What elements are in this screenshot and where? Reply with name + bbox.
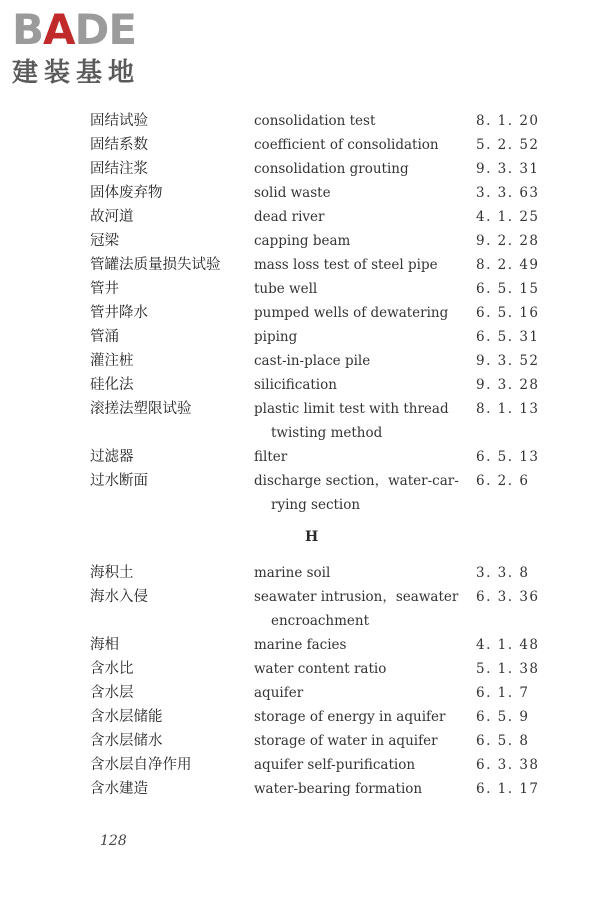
entry-chinese-term: 含水建造 xyxy=(90,781,148,797)
english-term-line: consolidation test xyxy=(254,113,376,129)
english-term-line: storage of energy in aquifer xyxy=(254,709,446,725)
entry-chinese-term: 海水入侵 xyxy=(90,589,148,605)
entry-clause-number: 9. 3. 28 xyxy=(476,377,540,393)
entry-english-term xyxy=(254,349,464,373)
entry-chinese-term: 滚搓法塑限试验 xyxy=(90,401,192,417)
entry-chinese-term: 管井降水 xyxy=(90,305,148,321)
entry-english-term xyxy=(254,681,464,705)
entry-clause-number: 4. 1. 48 xyxy=(476,637,540,653)
entry-chinese-term: 过水断面 xyxy=(90,473,148,489)
entry-chinese-term: 故河道 xyxy=(90,209,134,225)
english-term-line: cast-in-place pile xyxy=(254,353,371,369)
entry-english-term xyxy=(254,705,464,729)
entry-english-term xyxy=(254,445,464,469)
english-term-line: pumped wells of dewatering xyxy=(254,305,449,321)
entry-english-term xyxy=(254,157,464,181)
entry-english-term xyxy=(254,253,464,277)
entry-chinese-term: 管井 xyxy=(90,281,119,297)
english-term-line: consolidation grouting xyxy=(254,161,409,177)
entry-english-term xyxy=(254,181,464,205)
entry-english-term xyxy=(254,633,464,657)
entry-english-term xyxy=(254,205,464,229)
entry-english-term xyxy=(254,469,464,517)
entry-chinese-term: 含水层自净作用 xyxy=(90,757,192,773)
entry-english-term xyxy=(254,729,464,753)
entry-clause-number: 8. 1. 20 xyxy=(476,113,540,129)
entry-chinese-term: 管罐法质量损失试验 xyxy=(90,257,221,273)
english-term-line: capping beam xyxy=(254,233,351,249)
entry-chinese-term: 固结试验 xyxy=(90,113,148,129)
english-term-line: mass loss test of steel pipe xyxy=(254,257,438,273)
entry-clause-number: 6. 5. 15 xyxy=(476,281,540,297)
entry-english-term xyxy=(254,657,464,681)
entry-chinese-term: 含水比 xyxy=(90,661,134,677)
entry-english-term xyxy=(254,277,464,301)
entry-english-term xyxy=(254,301,464,325)
entry-english-term xyxy=(254,777,464,801)
entry-chinese-term: 含水层 xyxy=(90,685,134,701)
section-letter-h: H xyxy=(305,529,319,545)
english-term-line: tube well xyxy=(254,281,318,297)
entry-english-term xyxy=(254,397,464,445)
entry-clause-number: 6. 2. 6 xyxy=(476,473,530,489)
entry-clause-number: 6. 3. 36 xyxy=(476,589,540,605)
entry-clause-number: 6. 5. 13 xyxy=(476,449,540,465)
english-term-line: piping xyxy=(254,329,298,345)
english-term-continuation: encroachment xyxy=(271,613,370,629)
entry-english-term xyxy=(254,229,464,253)
entry-chinese-term: 海积土 xyxy=(90,565,134,581)
entry-clause-number: 4. 1. 25 xyxy=(476,209,540,225)
entry-clause-number: 6. 5. 31 xyxy=(476,329,540,345)
entry-clause-number: 6. 1. 17 xyxy=(476,781,540,797)
entry-clause-number: 8. 1. 13 xyxy=(476,401,540,417)
entry-clause-number: 5. 1. 38 xyxy=(476,661,540,677)
entry-english-term xyxy=(254,753,464,777)
english-term-line: plastic limit test with thread xyxy=(254,401,449,417)
entry-chinese-term: 含水层储能 xyxy=(90,709,163,725)
entry-chinese-term: 固结注浆 xyxy=(90,161,148,177)
english-term-line: water content ratio xyxy=(254,661,387,677)
logo-chinese-name: 建装基地 xyxy=(12,58,141,88)
logo-letters-de: DE xyxy=(74,5,137,54)
entry-clause-number: 6. 5. 8 xyxy=(476,733,530,749)
entry-chinese-term: 硅化法 xyxy=(90,377,134,393)
english-term-continuation: rying section xyxy=(271,497,361,513)
entry-english-term xyxy=(254,585,464,633)
entry-english-term xyxy=(254,325,464,349)
logo-letter-a: A xyxy=(43,5,75,54)
english-term-line: dead river xyxy=(254,209,325,225)
entry-chinese-term: 海相 xyxy=(90,637,119,653)
entry-clause-number: 3. 3. 63 xyxy=(476,185,540,201)
entry-chinese-term: 固体废弃物 xyxy=(90,185,163,201)
entry-clause-number: 6. 3. 38 xyxy=(476,757,540,773)
entry-english-term xyxy=(254,561,464,585)
entry-chinese-term: 管涌 xyxy=(90,329,119,345)
english-term-line: solid waste xyxy=(254,185,331,201)
entry-chinese-term: 冠梁 xyxy=(90,233,119,249)
entry-chinese-term: 含水层储水 xyxy=(90,733,163,749)
entry-chinese-term: 固结系数 xyxy=(90,137,148,153)
english-term-line: filter xyxy=(254,449,288,465)
entry-clause-number: 9. 3. 31 xyxy=(476,161,540,177)
entry-clause-number: 5. 2. 52 xyxy=(476,137,540,153)
logo-letter-b: B xyxy=(12,5,44,54)
entry-english-term xyxy=(254,109,464,133)
page-number: 128 xyxy=(100,833,127,849)
entry-clause-number: 8. 2. 49 xyxy=(476,257,540,273)
entry-clause-number: 9. 2. 28 xyxy=(476,233,540,249)
english-term-line: aquifer self-purification xyxy=(254,757,416,773)
english-term-line: silicification xyxy=(254,377,337,393)
english-term-line: water-bearing formation xyxy=(254,781,423,797)
entry-english-term xyxy=(254,133,464,157)
logo-wordmark xyxy=(12,6,136,54)
entry-clause-number: 3. 3. 8 xyxy=(476,565,530,581)
english-term-continuation: twisting method xyxy=(271,425,383,441)
english-term-line: marine soil xyxy=(254,565,331,581)
entry-clause-number: 6. 5. 16 xyxy=(476,305,540,321)
entry-clause-number: 6. 1. 7 xyxy=(476,685,530,701)
entry-clause-number: 6. 5. 9 xyxy=(476,709,530,725)
entry-clause-number: 9. 3. 52 xyxy=(476,353,540,369)
english-term-line: seawater intrusion，seawater xyxy=(254,589,459,605)
publisher-logo xyxy=(12,6,182,92)
english-term-line: discharge section，water-car- xyxy=(254,473,459,489)
english-term-line: marine facies xyxy=(254,637,347,653)
entry-chinese-term: 灌注桩 xyxy=(90,353,134,369)
english-term-line: aquifer xyxy=(254,685,304,701)
entry-english-term xyxy=(254,373,464,397)
english-term-line: coefficient of consolidation xyxy=(254,137,439,153)
english-term-line: storage of water in aquifer xyxy=(254,733,438,749)
entry-chinese-term: 过滤器 xyxy=(90,449,134,465)
